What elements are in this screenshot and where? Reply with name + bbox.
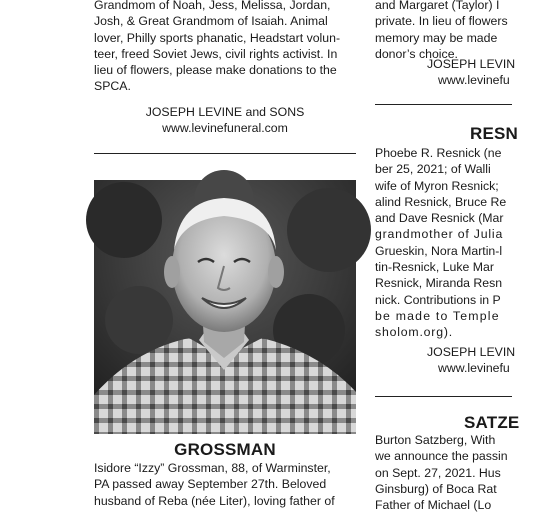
obituary-text-line: and Dave Resnick (Mar bbox=[375, 211, 504, 226]
obituary-heading-satzberg: SATZE bbox=[464, 413, 520, 432]
column-divider bbox=[375, 396, 512, 397]
obituary-text-line: teer, freed Soviet Jews, civil rights activist. In bbox=[94, 46, 338, 61]
funeral-home-website[interactable]: www.levinefuneral.com bbox=[162, 121, 288, 136]
obituary-text-line: and Margaret (Taylor) I bbox=[375, 0, 500, 12]
obituary-text-line: Resnick, Miranda Resn bbox=[375, 276, 503, 291]
obituary-text-line: Phoebe R. Resnick (ne bbox=[375, 146, 502, 160]
funeral-home-name: JOSEPH LEVIN bbox=[427, 345, 516, 359]
funeral-home-name: JOSEPH LEVIN bbox=[427, 57, 516, 71]
obituary-text-line: husband of Reba (née Liter), loving father of bbox=[94, 493, 335, 508]
obituary-heading-resnick: RESN bbox=[470, 124, 519, 143]
previous-obituary-right-text bbox=[375, 0, 535, 62]
obituary-text-line: Father of Michael (Lo bbox=[375, 498, 492, 513]
obituary-text-line: Grandmom of Noah, Jess, Melissa, Jordan, bbox=[94, 0, 331, 12]
column-divider bbox=[94, 153, 356, 154]
grossman-obituary-text bbox=[94, 460, 356, 509]
obituary-text-line: donor’s choice. bbox=[375, 46, 458, 61]
obituary-text-line: lieu of flowers, please make donations to the bbox=[94, 63, 337, 78]
obituary-text-line: Grueskin, Nora Martin-l bbox=[375, 243, 503, 258]
previous-obituary-text bbox=[94, 0, 356, 95]
column-divider bbox=[375, 104, 512, 105]
obituary-text-line: nick. Contributions in P bbox=[375, 292, 501, 307]
obituary-text-line: be made to Temple bbox=[375, 308, 500, 323]
obituary-text-line: PA passed away September 27th. Beloved bbox=[94, 477, 327, 492]
obituary-text-line: memory may be made bbox=[375, 30, 498, 45]
obituary-text-line: lover, Philly sports phanatic, Headstart volun- bbox=[94, 30, 341, 45]
obituary-text-line: SPCA. bbox=[94, 79, 131, 94]
obituary-text-line: Josh, & Great Grandmom of Isaiah. Animal bbox=[94, 14, 328, 29]
funeral-home-credit bbox=[427, 344, 527, 377]
satzberg-obituary-text bbox=[375, 432, 535, 513]
resnick-obituary-text bbox=[375, 145, 535, 341]
funeral-home-website[interactable]: www.levinefu bbox=[438, 361, 510, 376]
funeral-home-credit bbox=[427, 56, 527, 89]
obituary-text-line: tin-Resnick, Luke Mar bbox=[375, 260, 494, 275]
obituary-text-line: grandmother of Julia bbox=[375, 227, 504, 242]
obituary-text-line: Isidore “Izzy” Grossman, 88, of Warminster, bbox=[94, 461, 331, 475]
obituary-heading-grossman: GROSSMAN bbox=[174, 440, 276, 459]
obituary-text-line: alind Resnick, Bruce Re bbox=[375, 194, 507, 209]
obituary-text-line: Burton Satzberg, With bbox=[375, 433, 496, 447]
obituary-text-line: private. In lieu of flowers bbox=[375, 14, 508, 29]
funeral-home-name: JOSEPH LEVINE and SONS bbox=[145, 105, 305, 119]
obituary-text-line: we announce the passin bbox=[375, 449, 508, 464]
obituary-text-line: on Sept. 27, 2021. Hus bbox=[375, 465, 501, 480]
obituary-text-line: ber 25, 2021; of Walli bbox=[375, 162, 491, 177]
obituary-text-line: sholom.org). bbox=[375, 325, 453, 340]
obituary-photo bbox=[94, 180, 356, 434]
funeral-home-website[interactable]: www.levinefu bbox=[438, 73, 510, 88]
obituary-text-line: Ginsburg) of Boca Rat bbox=[375, 481, 497, 496]
funeral-home-credit bbox=[94, 104, 356, 137]
obituary-text-line: wife of Myron Resnick; bbox=[375, 178, 499, 193]
